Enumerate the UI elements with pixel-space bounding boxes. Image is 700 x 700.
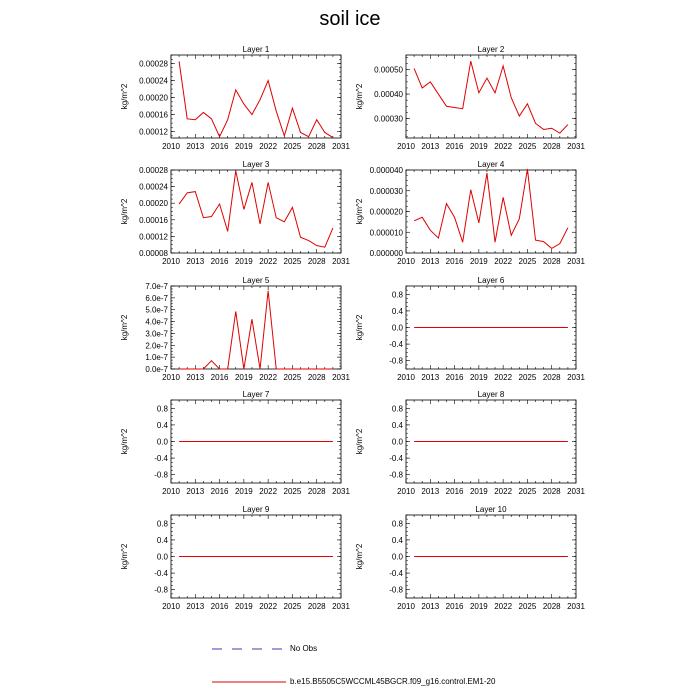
y-tick-label: -0.4 — [389, 569, 403, 579]
y-tick-label: 0.4 — [156, 420, 168, 430]
x-tick-label: 2022 — [259, 257, 278, 266]
panel-3 — [120, 160, 350, 266]
x-tick-label: 2025 — [518, 373, 537, 382]
y-tick-label: 0.00030 — [374, 114, 403, 124]
x-tick-label: 2016 — [210, 373, 229, 382]
x-tick-label: 2022 — [494, 487, 513, 496]
x-tick-label: 2028 — [307, 602, 326, 611]
x-tick-label: 2025 — [283, 373, 302, 382]
series-line — [414, 169, 568, 248]
x-tick-label: 2028 — [542, 257, 561, 266]
x-tick-label: 2025 — [283, 257, 302, 266]
y-tick-label: 0.00012 — [139, 127, 168, 137]
y-tick-label: 5.0e-7 — [145, 305, 168, 315]
panel-7 — [120, 390, 350, 496]
figure-title: soil ice — [319, 8, 381, 30]
x-tick-label: 2016 — [445, 487, 464, 496]
legend-model-label: b.e15.B5505C5WCCML45BGCR.f09_g16.control.EM1-20 — [290, 677, 496, 686]
y-tick-label: -0.8 — [389, 470, 403, 480]
x-tick-label: 2013 — [421, 602, 440, 611]
y-axis-label: kg/m^2 — [120, 83, 129, 110]
x-tick-label: 2016 — [445, 142, 464, 151]
x-tick-label: 2016 — [445, 602, 464, 611]
y-tick-label: 0.8 — [391, 290, 403, 300]
x-tick-label: 2016 — [445, 373, 464, 382]
y-tick-label: 2.0e-7 — [145, 341, 168, 351]
x-tick-label: 2019 — [469, 602, 488, 611]
y-tick-label: 0.8 — [156, 519, 168, 529]
panel-10 — [355, 505, 585, 611]
x-tick-label: 2019 — [234, 602, 253, 611]
series-line — [414, 61, 568, 133]
x-tick-label: 2031 — [567, 142, 585, 151]
panel-1 — [120, 45, 350, 151]
x-tick-label: 2031 — [332, 142, 350, 151]
y-tick-label: 0.00040 — [374, 90, 403, 100]
y-tick-label: 0.0 — [156, 437, 168, 447]
y-tick-label: 0.00020 — [139, 93, 168, 103]
y-tick-label: -0.8 — [389, 585, 403, 595]
x-tick-label: 2025 — [283, 142, 302, 151]
x-tick-label: 2019 — [234, 142, 253, 151]
y-tick-label: 0.0 — [391, 552, 403, 562]
x-tick-label: 2013 — [421, 257, 440, 266]
x-tick-label: 2031 — [332, 602, 350, 611]
x-tick-label: 2022 — [259, 373, 278, 382]
y-tick-label: 4.0e-7 — [145, 317, 168, 327]
legend-model-swatch — [212, 679, 286, 685]
x-tick-label: 2031 — [567, 602, 585, 611]
y-tick-label: 0.0e-7 — [145, 365, 168, 374]
x-tick-label: 2022 — [259, 602, 278, 611]
y-tick-label: 7.0e-7 — [145, 282, 168, 291]
x-tick-label: 2010 — [162, 487, 180, 496]
y-tick-label: 0.00012 — [139, 232, 168, 242]
x-tick-label: 2025 — [518, 602, 537, 611]
y-tick-label: 0.0 — [391, 323, 403, 333]
y-tick-label: -0.4 — [389, 454, 403, 464]
x-tick-label: 2028 — [307, 142, 326, 151]
x-tick-label: 2010 — [397, 373, 415, 382]
panel-title: Layer 4 — [477, 160, 505, 169]
series-line — [179, 61, 333, 137]
y-tick-label: 0.00020 — [139, 199, 168, 209]
y-axis-label: kg/m^2 — [355, 198, 364, 225]
x-tick-label: 2019 — [469, 142, 488, 151]
y-axis-label: kg/m^2 — [355, 428, 364, 455]
x-tick-label: 2028 — [542, 602, 561, 611]
x-tick-label: 2010 — [397, 142, 415, 151]
legend-model — [212, 677, 495, 686]
y-tick-label: 0.0 — [156, 552, 168, 562]
x-tick-label: 2019 — [469, 373, 488, 382]
x-tick-label: 2022 — [494, 602, 513, 611]
panel-4 — [355, 160, 585, 266]
x-tick-label: 2031 — [567, 257, 585, 266]
y-tick-label: 0.8 — [156, 404, 168, 414]
x-tick-label: 2010 — [397, 257, 415, 266]
panel-title: Layer 10 — [475, 505, 507, 514]
x-tick-label: 2019 — [234, 487, 253, 496]
y-tick-label: 0.4 — [156, 535, 168, 545]
y-tick-label: 0.000030 — [369, 186, 403, 196]
plot-frame — [171, 55, 341, 138]
y-tick-label: 6.0e-7 — [145, 293, 168, 303]
x-tick-label: 2019 — [234, 257, 253, 266]
x-tick-label: 2025 — [283, 487, 302, 496]
x-tick-label: 2025 — [518, 487, 537, 496]
plot-frame — [171, 170, 341, 253]
x-tick-label: 2031 — [332, 373, 350, 382]
x-tick-label: 2013 — [186, 373, 205, 382]
y-tick-label: 0.4 — [391, 535, 403, 545]
y-tick-label: -0.4 — [389, 340, 403, 350]
panel-title: Layer 7 — [242, 390, 270, 399]
x-tick-label: 2022 — [494, 257, 513, 266]
y-axis-label: kg/m^2 — [120, 428, 129, 455]
y-tick-label: 0.0 — [391, 437, 403, 447]
x-tick-label: 2010 — [162, 257, 180, 266]
x-tick-label: 2010 — [397, 602, 415, 611]
x-tick-label: 2028 — [542, 373, 561, 382]
y-tick-label: -0.8 — [154, 470, 168, 480]
x-tick-label: 2022 — [494, 142, 513, 151]
panel-5 — [120, 276, 350, 382]
y-tick-label: -0.8 — [154, 585, 168, 595]
y-tick-label: 0.00024 — [139, 76, 168, 86]
y-axis-label: kg/m^2 — [120, 198, 129, 225]
x-tick-label: 2013 — [421, 373, 440, 382]
x-tick-label: 2031 — [567, 373, 585, 382]
y-tick-label: 0.00016 — [139, 215, 168, 225]
x-tick-label: 2019 — [469, 487, 488, 496]
panel-title: Layer 5 — [242, 276, 270, 285]
y-tick-label: -0.4 — [154, 569, 168, 579]
x-tick-label: 2025 — [518, 142, 537, 151]
x-tick-label: 2016 — [210, 487, 229, 496]
x-tick-label: 2016 — [210, 602, 229, 611]
series-line — [179, 291, 333, 369]
x-tick-label: 2022 — [494, 373, 513, 382]
x-tick-label: 2028 — [307, 257, 326, 266]
legend-obs-label: No Obs — [290, 644, 318, 653]
x-tick-label: 2016 — [445, 257, 464, 266]
panel-title: Layer 3 — [242, 160, 270, 169]
x-tick-label: 2013 — [186, 142, 205, 151]
y-tick-label: 0.00028 — [139, 59, 168, 69]
x-tick-label: 2013 — [186, 602, 205, 611]
panel-title: Layer 6 — [477, 276, 505, 285]
legend-obs — [212, 644, 317, 653]
panel-6 — [355, 276, 585, 382]
x-tick-label: 2010 — [162, 373, 180, 382]
x-tick-label: 2016 — [210, 257, 229, 266]
x-tick-label: 2010 — [162, 602, 180, 611]
x-tick-label: 2010 — [162, 142, 180, 151]
x-tick-label: 2010 — [397, 487, 415, 496]
y-tick-label: 0.4 — [391, 420, 403, 430]
x-tick-label: 2022 — [259, 487, 278, 496]
y-tick-label: 0.00016 — [139, 110, 168, 120]
plot-frame — [171, 286, 341, 369]
series-line — [179, 171, 333, 247]
y-tick-label: -0.4 — [154, 454, 168, 464]
x-tick-label: 2031 — [567, 487, 585, 496]
x-tick-label: 2028 — [542, 487, 561, 496]
x-tick-label: 2013 — [186, 487, 205, 496]
x-tick-label: 2016 — [210, 142, 229, 151]
y-tick-label: 0.00008 — [139, 249, 168, 258]
x-tick-label: 2028 — [542, 142, 561, 151]
y-tick-label: 0.8 — [391, 519, 403, 529]
y-axis-label: kg/m^2 — [355, 314, 364, 341]
x-tick-label: 2031 — [332, 487, 350, 496]
panel-title: Layer 2 — [477, 45, 505, 54]
y-tick-label: 0.8 — [391, 404, 403, 414]
x-tick-label: 2022 — [259, 142, 278, 151]
y-axis-label: kg/m^2 — [355, 543, 364, 570]
panel-2 — [355, 45, 585, 151]
y-tick-label: 0.000020 — [369, 207, 403, 217]
y-tick-label: 0.000000 — [369, 249, 403, 258]
y-tick-label: 0.000010 — [369, 228, 403, 238]
legend-obs-swatch — [212, 646, 286, 652]
x-tick-label: 2019 — [469, 257, 488, 266]
y-axis-label: kg/m^2 — [120, 543, 129, 570]
plot-frame — [406, 55, 576, 138]
x-tick-label: 2025 — [518, 257, 537, 266]
x-tick-label: 2013 — [421, 487, 440, 496]
x-tick-label: 2013 — [421, 142, 440, 151]
x-tick-label: 2028 — [307, 373, 326, 382]
x-tick-label: 2013 — [186, 257, 205, 266]
panel-8 — [355, 390, 585, 496]
y-tick-label: 3.0e-7 — [145, 329, 168, 339]
x-tick-label: 2025 — [283, 602, 302, 611]
y-tick-label: 0.00028 — [139, 166, 168, 175]
x-tick-label: 2031 — [332, 257, 350, 266]
y-tick-label: 0.00050 — [374, 65, 403, 75]
x-tick-label: 2019 — [234, 373, 253, 382]
panel-title: Layer 1 — [242, 45, 270, 54]
panel-title: Layer 9 — [242, 505, 270, 514]
panel-title: Layer 8 — [477, 390, 505, 399]
x-tick-label: 2028 — [307, 487, 326, 496]
y-axis-label: kg/m^2 — [120, 314, 129, 341]
y-axis-label: kg/m^2 — [355, 83, 364, 110]
y-tick-label: -0.8 — [389, 356, 403, 366]
y-tick-label: 0.00024 — [139, 182, 168, 192]
y-tick-label: 0.4 — [391, 306, 403, 316]
y-tick-label: 0.000040 — [369, 166, 403, 175]
y-tick-label: 1.0e-7 — [145, 353, 168, 363]
panel-9 — [120, 505, 350, 611]
